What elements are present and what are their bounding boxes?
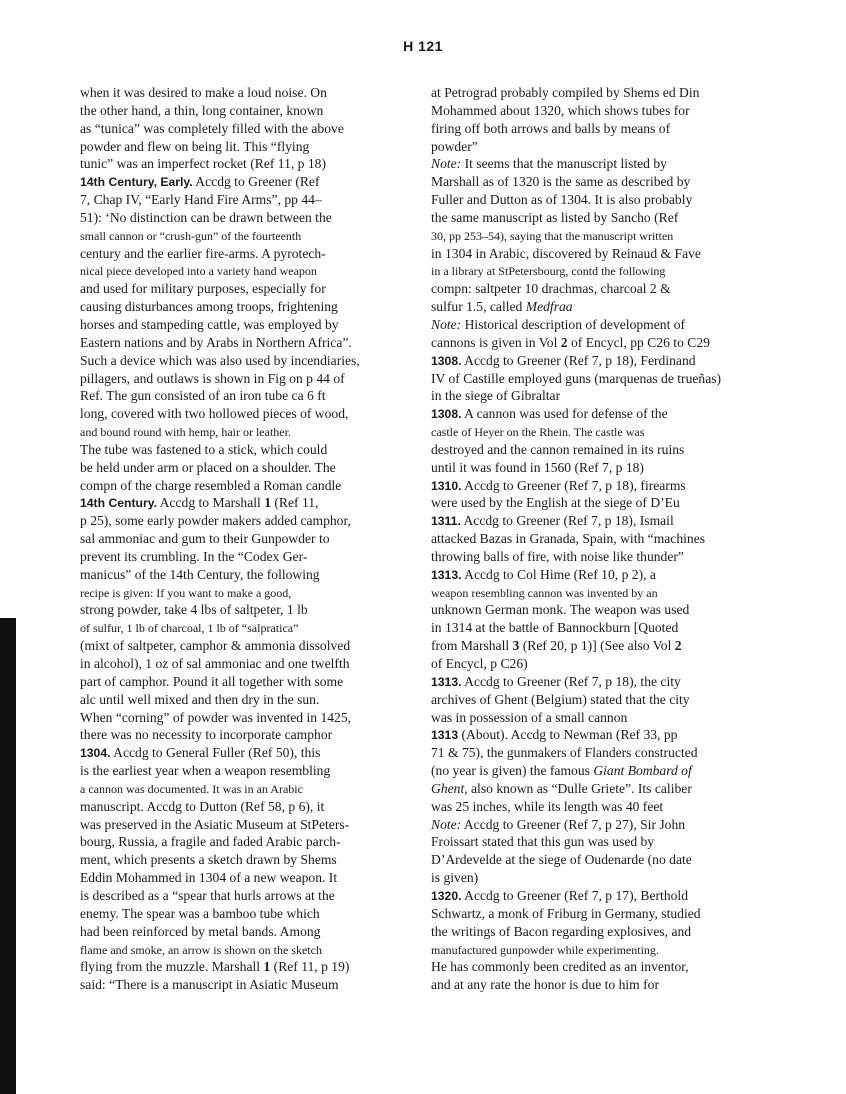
text-run: sulfur 1.5, called bbox=[431, 299, 526, 315]
text-line bbox=[80, 816, 410, 834]
text-run: unknown German monk. The weapon was used bbox=[431, 602, 690, 618]
text-run: (no year is given) the famous bbox=[431, 763, 594, 779]
text-run: 1 bbox=[263, 959, 271, 975]
text-line bbox=[80, 637, 410, 655]
text-line bbox=[80, 138, 410, 156]
text-line bbox=[80, 352, 410, 370]
text-line bbox=[431, 548, 776, 566]
text-line bbox=[431, 262, 776, 280]
text-run: part of camphor. Pound it all together with some bbox=[80, 673, 344, 689]
text-run: is described as a “spear that hurls arrows at the bbox=[80, 887, 335, 903]
right-column bbox=[431, 84, 776, 994]
text-run: Froissart stated that this gun was used by bbox=[431, 834, 655, 850]
text-line bbox=[80, 191, 410, 209]
text-line bbox=[80, 120, 410, 138]
text-run: compn of the charge resembled a Roman candle bbox=[80, 477, 342, 493]
text-line bbox=[80, 923, 410, 941]
entry-heading: 1308. bbox=[431, 407, 462, 422]
text-line bbox=[80, 370, 410, 388]
text-line bbox=[431, 691, 776, 709]
text-line bbox=[431, 709, 776, 727]
text-run: Accdg to Greener (Ref 7, p 18), Ismail bbox=[460, 513, 674, 529]
text-line bbox=[80, 744, 410, 762]
entry-heading: 1311. bbox=[431, 514, 461, 529]
text-line bbox=[431, 334, 776, 352]
text-run: Accdg to General Fuller (Ref 50), this bbox=[110, 745, 321, 761]
text-line bbox=[80, 976, 410, 994]
text-run: weapon resembling cannon was invented by an bbox=[431, 585, 658, 600]
text-run: long, covered with two hollowed pieces of wood, bbox=[80, 406, 349, 422]
text-run: of Encycl, p C26) bbox=[431, 656, 528, 671]
text-run: nical piece developed into a variety hand weapon bbox=[80, 264, 317, 279]
text-run: is the earliest year when a weapon resembling bbox=[80, 763, 331, 779]
scan-edge-bar bbox=[0, 618, 16, 1094]
text-run: ment, which presents a sketch drawn by Shems bbox=[80, 852, 337, 868]
text-line bbox=[431, 833, 776, 851]
text-line bbox=[80, 762, 410, 780]
text-line bbox=[80, 405, 410, 423]
text-run: IV of Castille employed guns (marquenas de trueñas) bbox=[431, 370, 722, 386]
text-line bbox=[431, 370, 776, 388]
text-run: century and the earlier fire-arms. A pyrotech- bbox=[80, 245, 326, 261]
entry-heading: 14th Century, Early. bbox=[80, 175, 193, 190]
text-run: was 25 inches, while its length was 40 feet bbox=[431, 798, 664, 814]
entry-heading: 1310. bbox=[431, 478, 462, 493]
text-line bbox=[431, 138, 776, 156]
text-line bbox=[431, 530, 776, 548]
text-run: (Ref 20, p 1)] (See also Vol bbox=[519, 638, 675, 654]
text-line bbox=[431, 494, 776, 512]
text-line bbox=[80, 84, 410, 102]
text-line bbox=[80, 584, 410, 602]
text-line bbox=[80, 709, 410, 727]
text-run: When “corning” of powder was invented in 1425, bbox=[80, 709, 352, 725]
text-run: Accdg to Greener (Ref 7, p 27), Sir John bbox=[461, 816, 686, 832]
text-line bbox=[80, 887, 410, 905]
text-run: castle of Heyer on the Rhein. The castle was bbox=[431, 425, 645, 440]
text-line bbox=[431, 816, 776, 834]
text-line bbox=[431, 227, 776, 245]
text-line bbox=[431, 316, 776, 334]
text-run: there was no necessity to incorporate camphor bbox=[80, 727, 333, 743]
text-run: tunic” was an imperfect rocket (Ref 11, p 18) bbox=[80, 156, 326, 172]
text-line bbox=[431, 798, 776, 816]
text-line bbox=[80, 673, 410, 691]
text-run: Eddin Mohammed in 1304 of a new weapon. It bbox=[80, 870, 338, 886]
text-run: causing disturbances among troops, frightening bbox=[80, 299, 338, 315]
text-line bbox=[431, 673, 776, 691]
text-line bbox=[80, 227, 410, 245]
text-run: Medfraa bbox=[525, 299, 573, 315]
text-line bbox=[431, 941, 776, 959]
text-run: (mixt of saltpeter, camphor & ammonia dissolved bbox=[80, 638, 351, 654]
text-run: powder” bbox=[431, 138, 478, 154]
text-run: was in possession of a small cannon bbox=[431, 709, 628, 725]
text-run: Schwartz, a monk of Friburg in Germany, studied bbox=[431, 905, 701, 921]
text-run: He has commonly been credited as an inventor, bbox=[431, 959, 689, 975]
text-run: enemy. The spear was a bamboo tube which bbox=[80, 905, 320, 921]
text-line bbox=[80, 441, 410, 459]
text-run: D’Ardevelde at the siege of Oudenarde (no date bbox=[431, 852, 692, 868]
text-run: manuscript. Accdg to Dutton (Ref 58, p 6), it bbox=[80, 798, 325, 814]
text-run: from Marshall bbox=[431, 638, 513, 654]
text-line bbox=[80, 459, 410, 477]
text-line bbox=[80, 619, 410, 637]
text-run: the same manuscript as listed by Sancho (Ref bbox=[431, 209, 679, 225]
text-line bbox=[80, 155, 410, 173]
text-run: 3 bbox=[512, 638, 520, 654]
entry-heading: 1313. bbox=[431, 567, 462, 582]
text-run: Accdg to Col Hime (Ref 10, p 2), a bbox=[461, 566, 656, 582]
entry-heading: 1313. bbox=[431, 674, 462, 689]
text-line bbox=[80, 530, 410, 548]
text-line bbox=[80, 512, 410, 530]
text-run: It seems that the manuscript listed by bbox=[461, 156, 667, 172]
text-run: 51): ‘No distinction can be drawn between the bbox=[80, 209, 332, 225]
text-run: Ghent, bbox=[431, 780, 468, 796]
text-run: Such a device which was also used by incendiaries, bbox=[80, 352, 360, 368]
text-run: bourg, Russia, a fragile and faded Arabic parch- bbox=[80, 834, 341, 850]
text-run: in 1314 at the battle of Bannockburn [Quoted bbox=[431, 620, 679, 636]
text-run: throwing balls of fire, with noise like thunder” bbox=[431, 548, 684, 564]
text-run: 1 bbox=[264, 495, 271, 511]
text-run: Accdg to Greener (Ref 7, p 17), Berthold bbox=[461, 887, 688, 903]
text-line bbox=[431, 512, 776, 530]
left-column bbox=[80, 84, 410, 994]
text-line bbox=[80, 102, 410, 120]
text-run: (Ref 11, p 19) bbox=[270, 959, 350, 975]
text-line bbox=[431, 726, 776, 744]
text-line bbox=[80, 477, 410, 495]
text-run: Mohammed about 1320, which shows tubes for bbox=[431, 102, 690, 118]
text-line bbox=[431, 405, 776, 423]
text-run: Accdg to Greener (Ref bbox=[192, 174, 320, 190]
text-run: said: “There is a manuscript in Asiatic Museum bbox=[80, 977, 339, 993]
text-line bbox=[80, 601, 410, 619]
text-line bbox=[431, 762, 776, 780]
text-run: archives of Ghent (Belgium) stated that the city bbox=[431, 691, 690, 707]
text-line bbox=[431, 459, 776, 477]
text-line bbox=[80, 316, 410, 334]
text-run: is given) bbox=[431, 870, 479, 886]
text-run: at Petrograd probably compiled by Shems ed Din bbox=[431, 85, 700, 100]
text-run: Ref. The gun consisted of an iron tube ca 6 ft bbox=[80, 388, 326, 404]
text-run: The tube was fastened to a stick, which could bbox=[80, 441, 328, 457]
text-run: was preserved in the Asiatic Museum at StPeters- bbox=[80, 816, 350, 832]
text-run: cannons is given in Vol bbox=[431, 334, 561, 350]
text-run: 2 bbox=[560, 334, 568, 350]
text-line bbox=[80, 780, 410, 798]
text-run: Accdg to Greener (Ref 7, p 18), Ferdinand bbox=[461, 352, 696, 368]
text-run: prevent its crumbling. In the “Codex Ger- bbox=[80, 548, 308, 564]
text-line bbox=[80, 851, 410, 869]
text-run: (Ref 11, bbox=[271, 495, 319, 511]
text-line bbox=[431, 209, 776, 227]
text-line bbox=[431, 905, 776, 923]
text-run: compn: saltpeter 10 drachmas, charcoal 2 & bbox=[431, 281, 671, 297]
text-line bbox=[80, 173, 410, 191]
text-run: p 25), some early powder makers added camphor, bbox=[80, 513, 351, 529]
text-run: when it was desired to make a loud noise. On bbox=[80, 85, 327, 100]
entry-heading: 14th Century. bbox=[80, 496, 157, 511]
text-line bbox=[431, 780, 776, 798]
text-line bbox=[431, 245, 776, 263]
text-line bbox=[431, 851, 776, 869]
text-run: sal ammoniac and gum to their Gunpowder to bbox=[80, 531, 330, 547]
text-line bbox=[431, 155, 776, 173]
text-run: the writings of Bacon regarding explosives, and bbox=[431, 923, 692, 939]
text-run: flying from the muzzle. Marshall bbox=[80, 959, 264, 975]
text-line bbox=[80, 387, 410, 405]
text-line bbox=[431, 173, 776, 191]
text-line bbox=[431, 280, 776, 298]
text-line bbox=[80, 494, 410, 512]
text-run: 2 bbox=[674, 638, 682, 654]
text-line bbox=[80, 833, 410, 851]
text-run: and used for military purposes, especially for bbox=[80, 281, 326, 297]
text-line bbox=[431, 584, 776, 602]
text-line bbox=[80, 209, 410, 227]
text-run: a cannon was documented. It was in an Arabic bbox=[80, 781, 303, 796]
text-line bbox=[80, 423, 410, 441]
text-line bbox=[80, 548, 410, 566]
text-line bbox=[431, 387, 776, 405]
text-line bbox=[80, 691, 410, 709]
text-line bbox=[80, 958, 410, 976]
text-line bbox=[80, 726, 410, 744]
text-line bbox=[80, 334, 410, 352]
text-run: Fuller and Dutton as of 1304. It is also probably bbox=[431, 192, 693, 208]
entry-heading: 1308. bbox=[431, 353, 462, 368]
text-run: horses and stampeding cattle, was employed by bbox=[80, 316, 339, 332]
text-run: powder and flew on being lit. This “flying bbox=[80, 138, 310, 154]
text-run: were used by the English at the siege of D’Eu bbox=[431, 495, 680, 511]
text-run: be held under arm or placed on a shoulder. The bbox=[80, 459, 336, 475]
text-run: A cannon was used for defense of the bbox=[461, 406, 668, 422]
text-line bbox=[431, 352, 776, 370]
text-run: the other hand, a thin, long container, known bbox=[80, 102, 324, 118]
text-line bbox=[80, 262, 410, 280]
page-number-header: H 121 bbox=[403, 38, 443, 54]
text-line bbox=[431, 869, 776, 887]
text-run: in alcohol), 1 oz of sal ammoniac and one twelfth bbox=[80, 656, 350, 671]
text-run: until it was found in 1560 (Ref 7, p 18) bbox=[431, 459, 644, 475]
text-run: manicus” of the 14th Century, the following bbox=[80, 566, 320, 582]
text-line bbox=[431, 976, 776, 994]
text-run: manufactured gunpowder while experimenting. bbox=[431, 942, 659, 957]
text-line bbox=[80, 245, 410, 263]
text-run: 7, Chap IV, “Early Hand Fire Arms”, pp 44– bbox=[80, 192, 322, 208]
text-run: Note: bbox=[431, 316, 462, 332]
text-run: flame and smoke, an arrow is shown on the sketch bbox=[80, 942, 322, 957]
entry-heading: 1304. bbox=[80, 746, 111, 761]
text-run: had been reinforced by metal bands. Among bbox=[80, 923, 321, 939]
entry-heading: 1320. bbox=[431, 888, 462, 903]
text-run: (About). Accdg to Newman (Ref 33, pp bbox=[458, 727, 678, 743]
text-line bbox=[431, 84, 776, 102]
text-run: recipe is given: If you want to make a good, bbox=[80, 585, 292, 600]
text-run: pillagers, and outlaws is shown in Fig on p 44 of bbox=[80, 370, 345, 386]
text-run: attacked Bazas in Granada, Spain, with “machines bbox=[431, 531, 706, 547]
text-line bbox=[431, 120, 776, 138]
text-run: in 1304 in Arabic, discovered by Reinaud & Fave bbox=[431, 245, 701, 261]
text-run: alc until well mixed and then dry in the sun. bbox=[80, 691, 320, 707]
text-run: as “tunica” was completely filled with the above bbox=[80, 120, 344, 136]
text-run: of sulfur, 1 lb of charcoal, 1 lb of “salpratica” bbox=[80, 621, 299, 636]
text-line bbox=[431, 619, 776, 637]
text-run: small cannon or “crush-gun” of the fourteenth bbox=[80, 228, 302, 243]
text-line bbox=[431, 441, 776, 459]
text-run: of Encycl, pp C26 to C29 bbox=[567, 334, 710, 350]
text-line bbox=[80, 941, 410, 959]
text-run: in a library at StPetersbourg, contd the following bbox=[431, 264, 666, 279]
text-line bbox=[80, 905, 410, 923]
text-line bbox=[431, 655, 776, 673]
text-run: Accdg to Greener (Ref 7, p 18), the city bbox=[461, 673, 681, 689]
text-run: Eastern nations and by Arabs in Northern Africa”. bbox=[80, 334, 352, 350]
text-run: Note: bbox=[431, 816, 462, 832]
text-run: Marshall as of 1320 is the same as described by bbox=[431, 174, 691, 190]
text-line bbox=[80, 280, 410, 298]
text-line bbox=[80, 566, 410, 584]
text-run: Accdg to Greener (Ref 7, p 18), firearms bbox=[461, 477, 686, 493]
entry-heading: 1313 bbox=[431, 728, 459, 743]
text-line bbox=[80, 798, 410, 816]
text-run: firing off both arrows and balls by means of bbox=[431, 120, 671, 136]
text-run: destroyed and the cannon remained in its ruins bbox=[431, 441, 685, 457]
text-line bbox=[431, 191, 776, 209]
text-line bbox=[431, 423, 776, 441]
text-run: Accdg to Marshall bbox=[156, 495, 265, 511]
text-run: 71 & 75), the gunmakers of Flanders constructed bbox=[431, 745, 698, 761]
text-line bbox=[431, 566, 776, 584]
text-run: strong powder, take 4 lbs of saltpeter, 1 lb bbox=[80, 602, 308, 618]
text-run: Giant Bombard of bbox=[593, 763, 692, 779]
text-line bbox=[431, 744, 776, 762]
text-line bbox=[431, 477, 776, 495]
text-run: also known as “Dulle Griete”. Its caliber bbox=[467, 780, 692, 796]
text-line bbox=[431, 102, 776, 120]
text-run: and at any rate the honor is due to him for bbox=[431, 977, 660, 993]
text-run: 30, pp 253–54), saying that the manuscript written bbox=[431, 228, 674, 243]
text-line bbox=[431, 923, 776, 941]
text-run: in the siege of Gibraltar bbox=[431, 388, 561, 404]
text-run: Note: bbox=[431, 156, 462, 172]
text-line bbox=[80, 869, 410, 887]
text-run: and bound round with hemp, hair or leather. bbox=[80, 425, 291, 440]
text-line bbox=[431, 298, 776, 316]
text-line bbox=[431, 887, 776, 905]
text-line bbox=[431, 637, 776, 655]
text-line bbox=[80, 298, 410, 316]
text-run: Historical description of development of bbox=[461, 316, 686, 332]
text-line bbox=[431, 958, 776, 976]
text-line bbox=[80, 655, 410, 673]
text-line bbox=[431, 601, 776, 619]
